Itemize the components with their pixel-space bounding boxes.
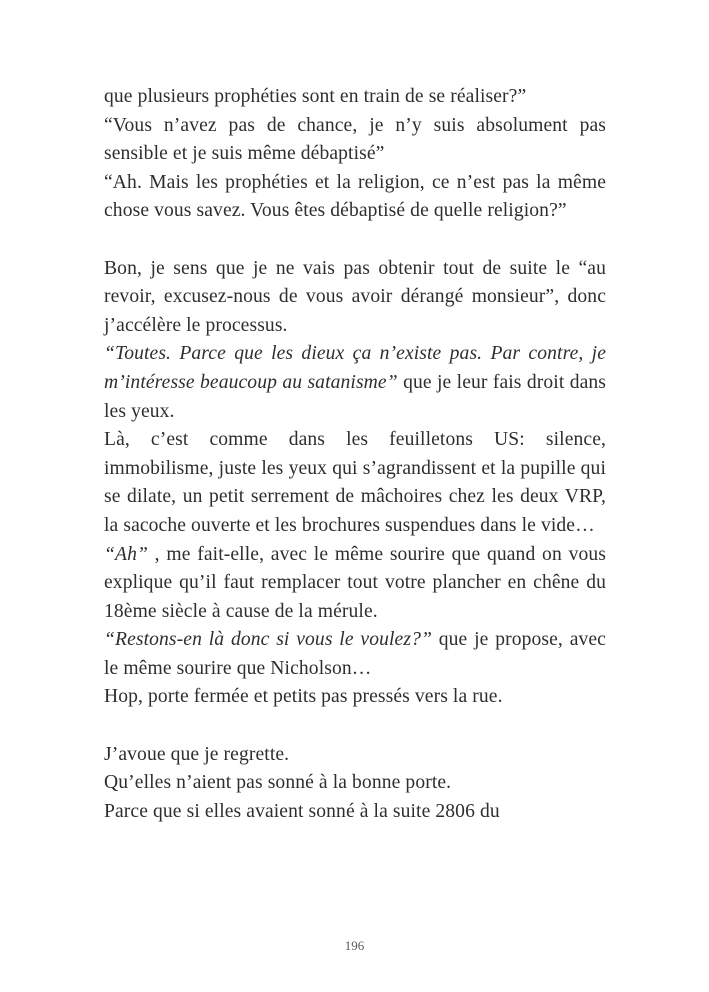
paragraph	[104, 769, 606, 798]
text-run: Hop, porte fermée et petits pas pressés vers la rue.	[104, 686, 503, 708]
text-run: Parce que si elles avaient sonné à la suite 2806 du	[104, 800, 500, 822]
paragraph	[104, 626, 606, 683]
paragraph	[104, 741, 606, 770]
text-run: , me fait-elle, avec le même sourire que quand on vous explique qu’il faut remplacer tout votre plancher en chêne du 18ème siècle à cause de la mérule.	[104, 543, 606, 622]
paragraph	[104, 112, 606, 169]
paragraph	[104, 426, 606, 540]
text-run: Bon, je sens que je ne vais pas obtenir tout de suite le “au revoir, excusez-nous de vous avoir dérangé monsieur”, donc j’accélère le processus.	[104, 257, 606, 336]
paragraph	[104, 541, 606, 627]
text-run: que plusieurs prophéties sont en train de se réaliser?”	[104, 86, 527, 107]
text-run: “Ah. Mais les prophéties et la religion, ce n’est pas la même chose vous savez. Vous êtes débaptisé de quelle religion?”	[104, 171, 606, 222]
page-number: 196	[344, 938, 365, 953]
text-run: J’avoue que je regrette.	[104, 743, 290, 765]
text-run: que je propose, avec le même sourire que Nicholson…	[104, 629, 606, 679]
paragraph	[104, 683, 606, 712]
text-run-italic: “Ah”	[104, 543, 148, 565]
paragraph	[104, 255, 606, 341]
paragraph	[104, 340, 606, 426]
text-run: que je leur fais droit dans les yeux.	[104, 371, 607, 422]
paragraph	[104, 798, 606, 827]
page-text	[104, 83, 606, 826]
paragraph	[104, 169, 606, 226]
text-run: Qu’elles n’aient pas sonné à la bonne porte.	[104, 772, 452, 794]
text-run: “Vous n’avez pas de chance, je n’y suis absolument pas sensible et je suis même débaptisé”	[104, 114, 606, 165]
text-run-italic: “Restons-en là donc si vous le voulez?”	[104, 629, 432, 651]
paragraph	[104, 83, 606, 112]
text-run: Là, c’est comme dans les feuilletons US: silence, immobilisme, juste les yeux qui s’agrandissent et la pupille qui se dilate, un petit serrement de mâchoires chez les deux VRP, la sacoche ouverte et les brochures suspendues dans le vide…	[104, 429, 606, 536]
text-run-italic: “Toutes. Parce que les dieux ça n’existe pas. Par contre, je m’intéresse beaucoup au satanisme”	[104, 343, 606, 393]
